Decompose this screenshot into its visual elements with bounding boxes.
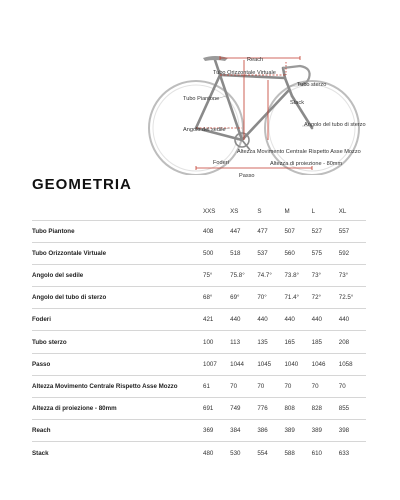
table-cell: 389 (284, 420, 311, 442)
table-cell: 447 (230, 220, 257, 242)
row-label: Stack (32, 442, 203, 464)
table-cell: 440 (339, 309, 366, 331)
table-cell: 828 (312, 398, 339, 420)
bike-geometry-diagram (0, 0, 400, 179)
table-cell: 440 (257, 309, 284, 331)
row-label: Tubo Piantone (32, 220, 203, 242)
table-cell: 73° (312, 264, 339, 286)
table-cell: 386 (257, 420, 284, 442)
table-cell: 135 (257, 331, 284, 353)
table-cell: 440 (230, 309, 257, 331)
table-cell: 113 (230, 331, 257, 353)
table-cell: 72.5° (339, 287, 366, 309)
table-cell: 808 (284, 398, 311, 420)
table-cell: 610 (312, 442, 339, 464)
table-cell: 633 (339, 442, 366, 464)
row-label: Passo (32, 353, 203, 375)
table-cell: 440 (284, 309, 311, 331)
label-tubo-piantone: Tubo Piantone (183, 96, 220, 102)
label-tubo-orizzontale: Tubo Orizzontale Virtuale (213, 70, 276, 76)
size-header-xxs: XXS (203, 208, 216, 216)
label-stack: Stack (290, 100, 304, 106)
table-cell: 1045 (257, 353, 284, 375)
table-cell: 72° (312, 287, 339, 309)
table-cell: 575 (312, 242, 339, 264)
table-cell: 69° (230, 287, 257, 309)
table-cell: 480 (203, 442, 230, 464)
table-cell: 389 (312, 420, 339, 442)
page-title: GEOMETRIA (32, 176, 132, 193)
table-cell: 588 (284, 442, 311, 464)
header-label-cell (32, 204, 203, 220)
label-altezza-movimento: Altezza Movimento Centrale Rispetto Asse Mozzo (237, 149, 361, 155)
table-cell: 554 (257, 442, 284, 464)
table-row (32, 264, 366, 286)
table-cell: 1058 (339, 353, 366, 375)
table-cell: 61 (203, 375, 230, 397)
size-header-m: M (284, 208, 290, 216)
table-cell: 70 (284, 375, 311, 397)
size-header-s: S (257, 208, 262, 216)
size-header-l: L (311, 208, 316, 216)
table-cell: 185 (312, 331, 339, 353)
table-cell: 560 (284, 242, 311, 264)
table-cell: 421 (203, 309, 230, 331)
table-cell: 68° (203, 287, 230, 309)
table-cell: 70 (230, 375, 257, 397)
row-label: Angolo del tubo di sterzo (32, 287, 203, 309)
table-cell: 500 (203, 242, 230, 264)
table-cell: 369 (203, 420, 230, 442)
table-cell: 70 (312, 375, 339, 397)
size-header-xl: XL (338, 208, 347, 216)
table-cell: 537 (257, 242, 284, 264)
row-label: Angolo del sedile (32, 264, 203, 286)
table-row (32, 309, 366, 331)
table-header-row (32, 204, 366, 220)
label-angolo-tubo-sterzo: Angolo del tubo di sterzo (304, 122, 366, 128)
table-cell: 855 (339, 398, 366, 420)
table-cell: 75° (203, 264, 230, 286)
table-cell: 408 (203, 220, 230, 242)
label-altezza-proiezione: Altezza di proiezione - 80mm (270, 161, 343, 167)
table-cell: 70 (339, 375, 366, 397)
table-cell: 100 (203, 331, 230, 353)
row-label: Altezza di proiezione - 80mm (32, 398, 203, 420)
label-foderi: Foderi (213, 160, 229, 166)
table-row (32, 442, 366, 464)
label-angolo-sedile: Angolo del sedile (183, 127, 226, 133)
table-cell: 507 (284, 220, 311, 242)
table-cell: 75.8° (230, 264, 257, 286)
row-label: Reach (32, 420, 203, 442)
table-cell: 74.7° (257, 264, 284, 286)
table-cell: 70° (257, 287, 284, 309)
row-label: Altezza Movimento Centrale Rispetto Asse Mozzo (32, 375, 203, 397)
size-header-xs: XS (230, 208, 239, 216)
label-reach: Reach (247, 57, 264, 63)
table-cell: 530 (230, 442, 257, 464)
table-row (32, 220, 366, 242)
table-cell: 398 (339, 420, 366, 442)
table-cell: 1007 (203, 353, 230, 375)
table-cell: 71.4° (284, 287, 311, 309)
table-row (32, 331, 366, 353)
row-label: Tubo sterzo (32, 331, 203, 353)
table-cell: 73° (339, 264, 366, 286)
label-tubo-sterzo: Tubo sterzo (297, 82, 327, 88)
table-cell: 1040 (284, 353, 311, 375)
table-cell: 527 (312, 220, 339, 242)
table-cell: 165 (284, 331, 311, 353)
table-cell: 1044 (230, 353, 257, 375)
row-label: Foderi (32, 309, 203, 331)
table-row (32, 242, 366, 264)
table-cell: 440 (312, 309, 339, 331)
table-cell: 70 (257, 375, 284, 397)
table-cell: 1046 (312, 353, 339, 375)
table-cell: 776 (257, 398, 284, 420)
table-row (32, 398, 366, 420)
geometry-table (32, 204, 366, 464)
table-row (32, 353, 366, 375)
table-row (32, 287, 366, 309)
table-row (32, 420, 366, 442)
table-cell: 384 (230, 420, 257, 442)
label-passo: Passo (239, 173, 255, 179)
table-cell: 592 (339, 242, 366, 264)
row-label: Tubo Orizzontale Virtuale (32, 242, 203, 264)
table-cell: 749 (230, 398, 257, 420)
table-cell: 518 (230, 242, 257, 264)
table-cell: 477 (257, 220, 284, 242)
table-cell: 73.8° (284, 264, 311, 286)
table-row (32, 375, 366, 397)
table-cell: 208 (339, 331, 366, 353)
table-cell: 557 (339, 220, 366, 242)
table-cell: 691 (203, 398, 230, 420)
